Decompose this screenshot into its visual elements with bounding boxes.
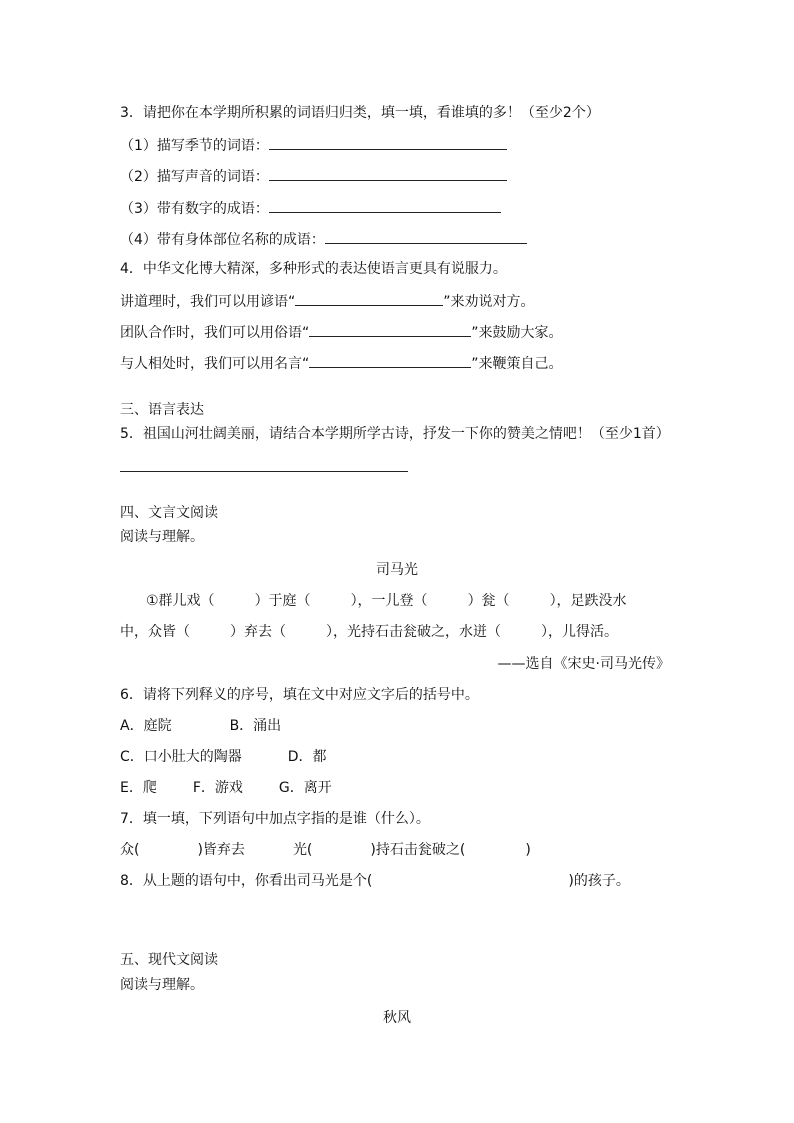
passage-l1-seg5: ），足跌没水 (549, 593, 627, 609)
q3-item-1-blank[interactable] (269, 137, 507, 150)
q4-line-1-pre: 讲道理时，我们可以用谚语“ (120, 294, 296, 310)
q4-line-3 (120, 355, 563, 371)
passage-title: 司马光 (376, 562, 418, 578)
section3-heading: 三、语言表达 (120, 402, 204, 418)
passage-l1-seg3: ），一儿登（ (350, 593, 428, 609)
q6-option-a: A．庭院 (120, 718, 172, 734)
q6-option-g: G．离开 (278, 780, 332, 796)
q4-line-3-blank[interactable] (309, 355, 471, 368)
q4-line-1-blank[interactable] (295, 293, 443, 306)
q3-item-1 (120, 137, 507, 153)
q3-item-4-blank[interactable] (325, 231, 527, 244)
q3-item-2-label: （2）描写声音的词语： (120, 169, 269, 185)
q7-seg3: 光( (292, 842, 313, 858)
passage-l1-seg2: ）于庭（ (254, 593, 311, 609)
section5-heading: 五、现代文阅读 (120, 952, 218, 968)
q7-seg1: 众( (120, 842, 140, 858)
q4-line-1 (120, 293, 535, 309)
passage-line-2 (120, 625, 618, 639)
q8-line (120, 874, 630, 888)
reading-title: 秋风 (383, 1010, 411, 1026)
q6-option-f: F．游戏 (192, 780, 243, 796)
section5-sub: 阅读与理解。 (120, 977, 204, 993)
q8-post: )的孩子。 (568, 873, 630, 889)
passage-l2-seg4: ），儿得活。 (541, 624, 618, 640)
q4-line-2-blank[interactable] (309, 324, 471, 337)
q6-options-row-1 (120, 719, 281, 733)
passage-l2-seg1: 中，众皆（ (120, 624, 190, 640)
q3-item-3-blank[interactable] (269, 200, 501, 213)
q6-option-c: C．口小肚大的陶器 (120, 749, 242, 765)
q6-option-b: B．涌出 (229, 718, 282, 734)
q6-option-e: E．爬 (120, 780, 157, 796)
q7-seg5: ) (525, 842, 531, 858)
passage-line-1 (146, 594, 627, 608)
passage-l1-seg1: ①群儿戏（ (146, 593, 215, 609)
q7-stem: 7．填一填，下列语句中加点字指的是谁（什么）。 (120, 811, 430, 827)
q3-item-4-label: （4）带有身体部位名称的成语： (120, 232, 325, 248)
q6-option-d: D．都 (287, 749, 327, 765)
q3-item-2 (120, 168, 507, 184)
q5-answer-line[interactable] (120, 459, 408, 475)
q7-seg4: )持石击瓮破之( (370, 842, 466, 858)
passage-source: ——选自《宋史·司马光传》 (497, 656, 670, 672)
q6-options-row-3 (120, 781, 332, 795)
q3-item-1-label: （1）描写季节的词语： (120, 138, 269, 154)
q4-line-1-post: ”来劝说对方。 (443, 294, 535, 310)
q3-item-3-label: （3）带有数字的成语： (120, 201, 269, 217)
q5-stem: 5．祖国山河壮阔美丽，请结合本学期所学古诗，抒发一下你的赞美之情吧！（至少1首） (120, 426, 670, 442)
passage-l2-seg2: ）弃去（ (230, 624, 286, 640)
q3-stem: 3．请把你在本学期所积累的词语归归类，填一填，看谁填的多！（至少2个） (120, 105, 600, 121)
q6-stem: 6．请将下列释义的序号，填在文中对应文字后的括号中。 (120, 687, 479, 703)
q4-line-3-post: ”来鞭策自己。 (471, 356, 563, 372)
q6-options-row-2 (120, 750, 327, 764)
q8-pre: 8．从上题的语句中，你看出司马光是个( (120, 873, 373, 889)
q4-line-2 (120, 324, 563, 340)
q4-stem: 4．中华文化博大精深，多种形式的表达使语言更具有说服力。 (120, 261, 507, 277)
q7-fill-line (120, 843, 531, 857)
q3-item-4 (120, 231, 527, 247)
q4-line-3-pre: 与人相处时，我们可以用名言“ (120, 356, 310, 372)
section4-heading: 四、文言文阅读 (120, 505, 218, 521)
q4-line-2-post: ”来鼓励大家。 (471, 325, 563, 341)
passage-l2-seg3: ），光持石击瓮破之，水迸（ (326, 624, 501, 640)
q7-seg2: )皆弃去 (197, 842, 245, 858)
q3-item-3 (120, 200, 501, 216)
passage-l1-seg4: ）瓮（ (467, 593, 510, 609)
q3-item-2-blank[interactable] (269, 168, 507, 181)
q4-line-2-pre: 团队合作时，我们可以用俗语“ (120, 325, 310, 341)
section4-sub: 阅读与理解。 (120, 529, 204, 545)
